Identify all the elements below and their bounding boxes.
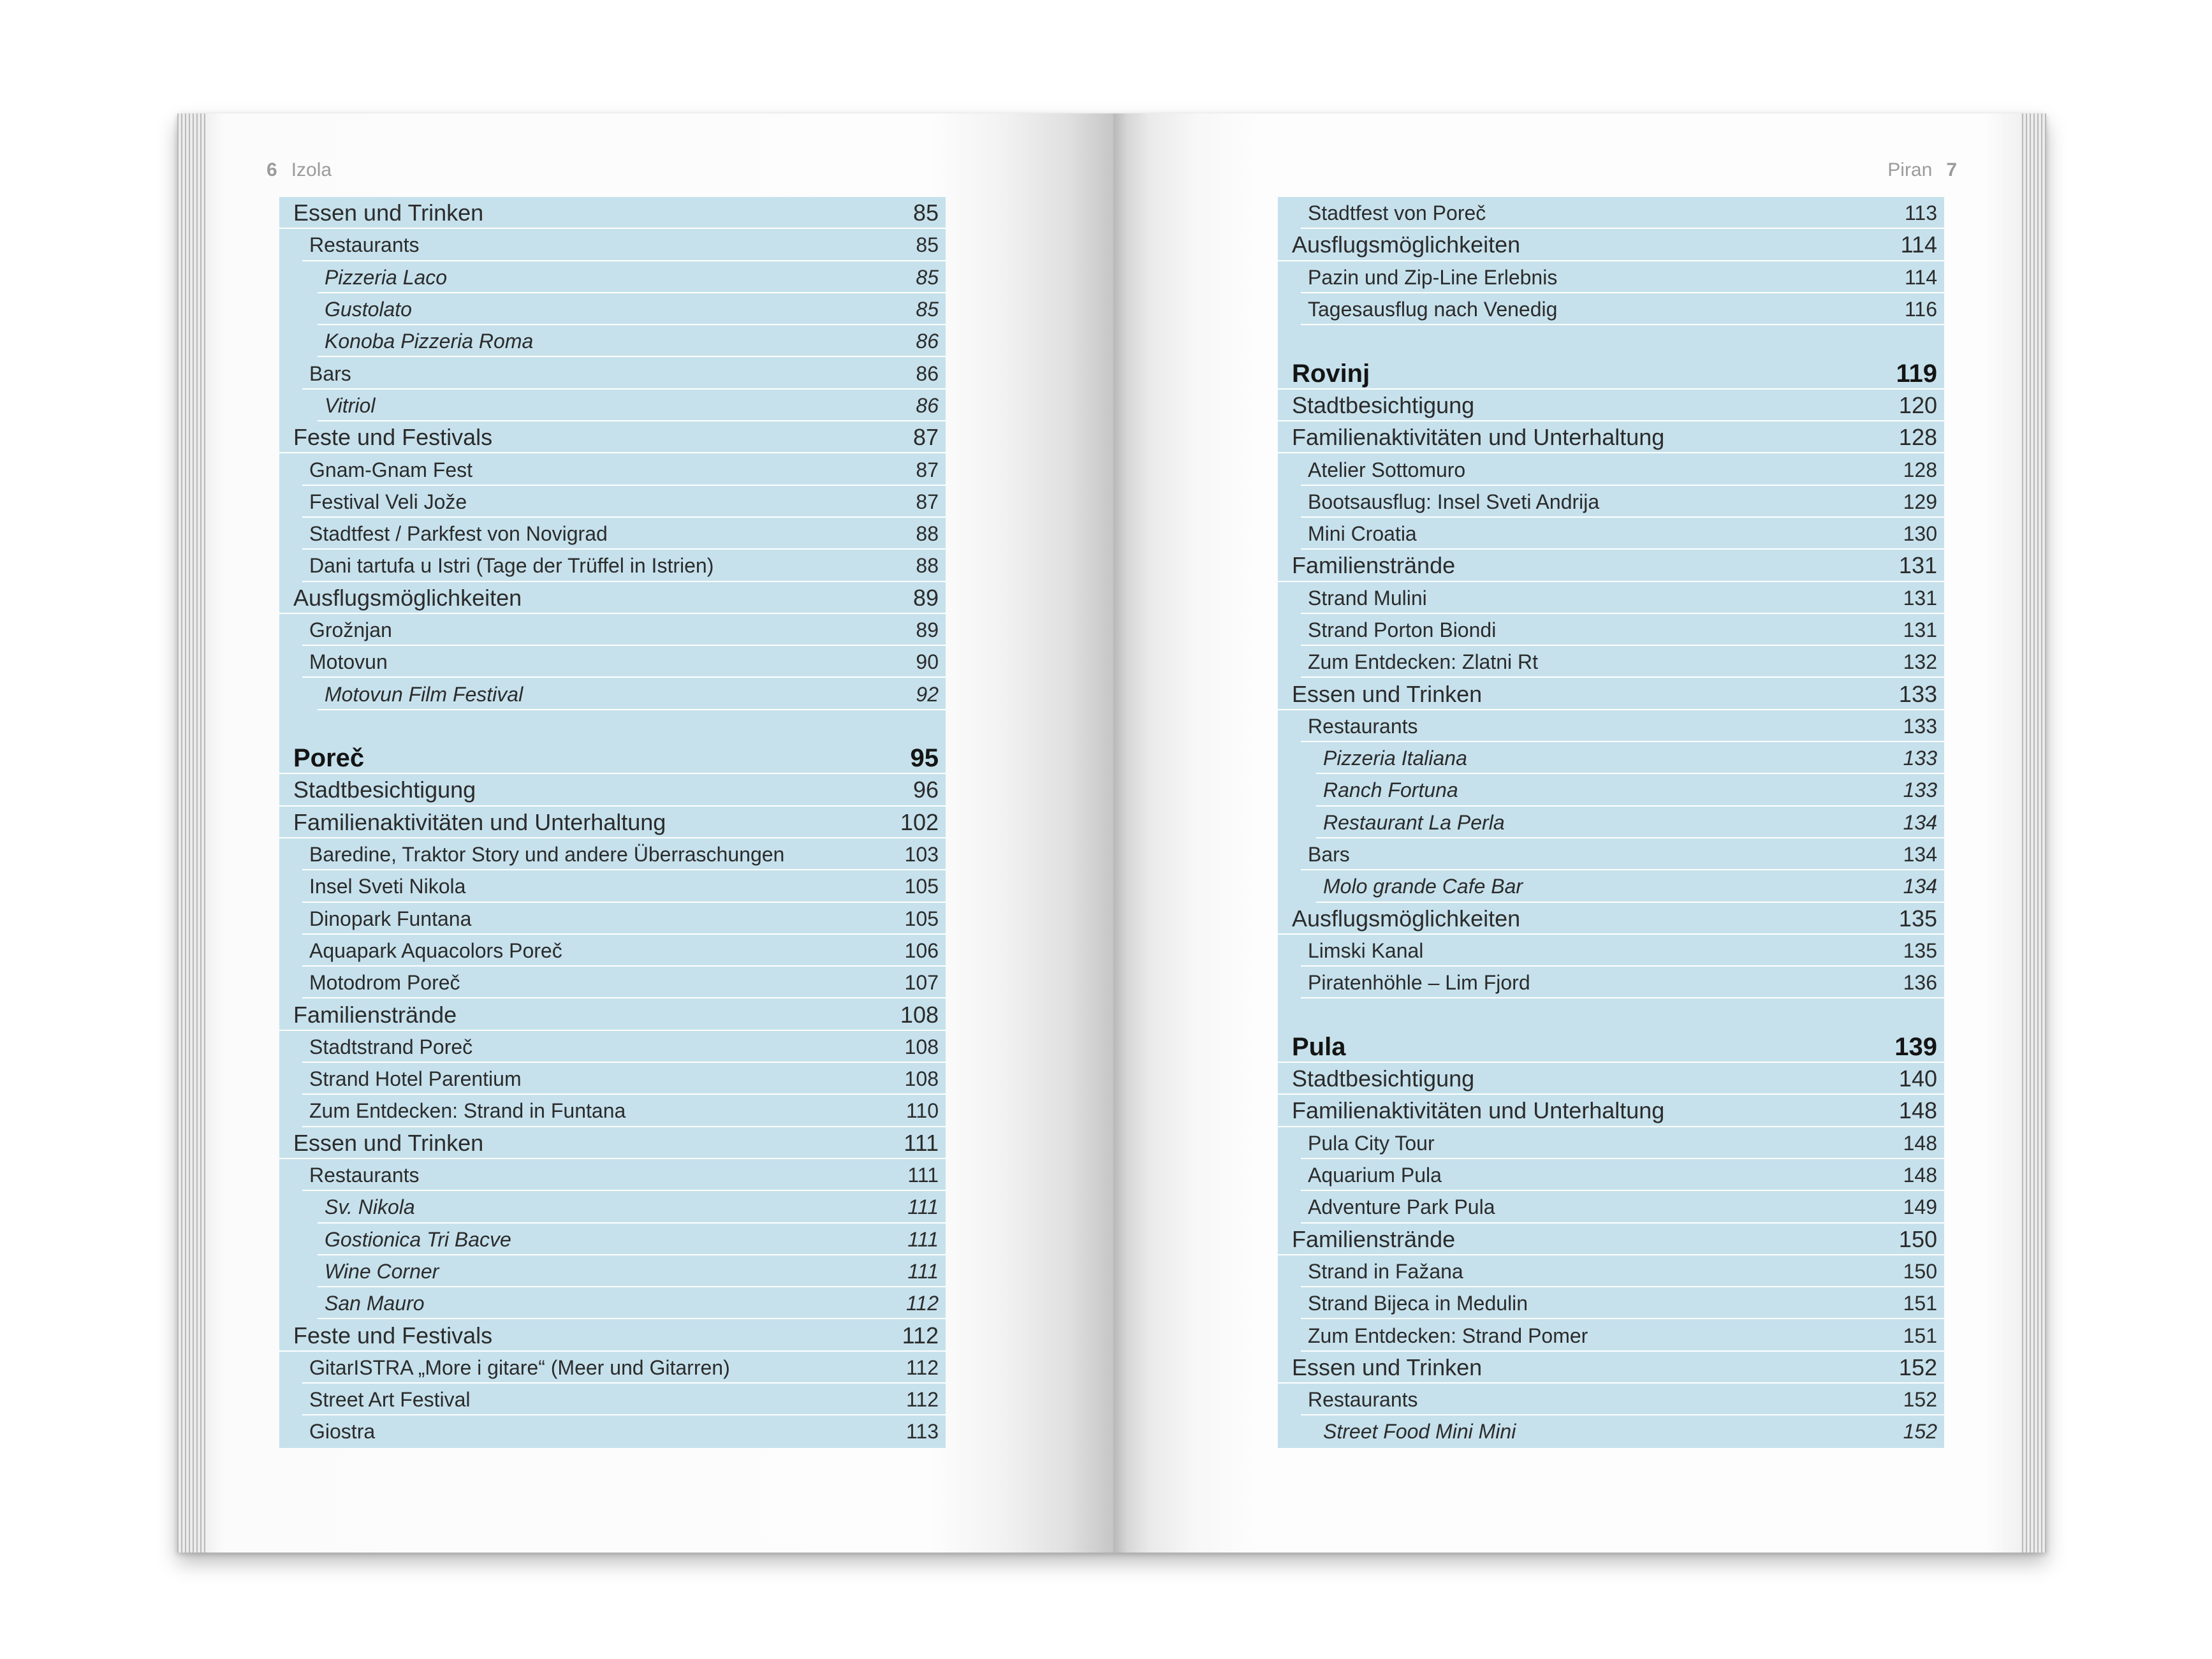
entry-title: Strand Mulini bbox=[1308, 586, 1427, 610]
entry-title: Ranch Fortuna bbox=[1323, 778, 1458, 802]
entry-title: Limski Kanal bbox=[1308, 939, 1424, 962]
toc-entry bbox=[1278, 774, 1944, 806]
toc-entry bbox=[279, 1224, 946, 1255]
toc-entry bbox=[1278, 518, 1944, 550]
entry-title: Zum Entdecken: Zlatni Rt bbox=[1308, 650, 1539, 674]
entry-page-number: 85 bbox=[916, 298, 939, 321]
entry-page-number: 108 bbox=[904, 1067, 939, 1091]
entry-page-number: 113 bbox=[905, 1420, 939, 1443]
toc-entry bbox=[1278, 870, 1944, 902]
entry-title: Restaurants bbox=[1308, 714, 1418, 738]
entry-title: Bootsausflug: Insel Sveti Andrija bbox=[1308, 490, 1600, 513]
toc-entry bbox=[1278, 935, 1944, 967]
entry-page-number: 135 bbox=[1898, 905, 1937, 932]
entry-page-number: 102 bbox=[900, 808, 939, 835]
toc-entry bbox=[279, 935, 946, 967]
entry-title: San Mauro bbox=[325, 1292, 425, 1315]
toc-entry bbox=[279, 486, 946, 518]
entry-title: Strand Porton Biondi bbox=[1308, 618, 1497, 641]
entry-page-number: 151 bbox=[1903, 1324, 1937, 1347]
entry-title: Sv. Nikola bbox=[325, 1195, 415, 1219]
toc-entry bbox=[1278, 1127, 1944, 1159]
entry-page-number: 111 bbox=[907, 1259, 939, 1283]
entry-page-number: 131 bbox=[1903, 586, 1937, 610]
entry-page-number: 112 bbox=[902, 1322, 939, 1348]
entry-page-number: 131 bbox=[1898, 552, 1937, 579]
toc-entry bbox=[1278, 1352, 1944, 1384]
toc-entry bbox=[1278, 614, 1944, 646]
toc-entry bbox=[279, 838, 946, 870]
open-book bbox=[177, 113, 2046, 1553]
entry-title: Restaurants bbox=[309, 233, 420, 257]
entry-title: Bars bbox=[1308, 843, 1350, 866]
toc-entry bbox=[1278, 1255, 1944, 1287]
toc-entry bbox=[1278, 421, 1944, 453]
entry-page-number: 149 bbox=[1903, 1195, 1937, 1219]
left-page bbox=[205, 113, 1113, 1553]
toc-entry bbox=[279, 807, 946, 838]
entry-title: Pazin und Zip-Line Erlebnis bbox=[1308, 265, 1558, 289]
entry-page-number: 120 bbox=[1898, 391, 1937, 418]
toc-entry bbox=[279, 261, 946, 293]
entry-title: Restaurants bbox=[1308, 1388, 1418, 1412]
entry-title: Feste und Festivals bbox=[293, 424, 493, 451]
entry-page-number: 130 bbox=[1903, 522, 1937, 546]
toc-chapter-heading bbox=[1278, 1031, 1944, 1063]
entry-page-number: 111 bbox=[904, 1129, 939, 1156]
toc-entry bbox=[279, 550, 946, 581]
toc-entry bbox=[1278, 646, 1944, 678]
entry-page-number: 86 bbox=[916, 393, 939, 417]
toc-entry bbox=[279, 1287, 946, 1319]
entry-title: Ausflugsmöglichkeiten bbox=[1292, 905, 1521, 932]
entry-title: Aquapark Aquacolors Poreč bbox=[309, 939, 562, 962]
entry-page-number: 151 bbox=[1903, 1292, 1937, 1315]
toc-chapter-heading bbox=[1278, 357, 1944, 389]
entry-page-number: 152 bbox=[1903, 1388, 1937, 1412]
entry-page-number: 103 bbox=[904, 843, 939, 866]
toc-entry bbox=[1278, 486, 1944, 518]
running-head-left bbox=[267, 159, 332, 181]
entry-title: Pula City Tour bbox=[1308, 1131, 1435, 1155]
toc-entry bbox=[1278, 1384, 1944, 1415]
entry-page-number: 148 bbox=[1903, 1131, 1937, 1155]
entry-title: Essen und Trinken bbox=[293, 1129, 484, 1156]
entry-title: Stadtbesichtigung bbox=[1292, 391, 1475, 418]
entry-title: Vitriol bbox=[325, 393, 376, 417]
entry-title: Zum Entdecken: Strand in Funtana bbox=[309, 1099, 626, 1123]
table-of-contents-left bbox=[279, 197, 946, 1448]
toc-entry bbox=[1278, 453, 1944, 485]
entry-title: Festival Veli Jože bbox=[309, 490, 467, 513]
entry-page-number: 92 bbox=[916, 682, 939, 706]
entry-title: Dani tartufa u Istri (Tage der Trüffel in Istrien) bbox=[309, 554, 714, 578]
toc-entry bbox=[279, 421, 946, 453]
toc-entry bbox=[1278, 293, 1944, 325]
toc-entry bbox=[1278, 261, 1944, 293]
entry-page-number: 114 bbox=[1904, 265, 1937, 289]
toc-entry bbox=[279, 1159, 946, 1191]
toc-entry bbox=[279, 293, 946, 325]
toc-entry bbox=[1278, 678, 1944, 710]
entry-title: Essen und Trinken bbox=[293, 200, 484, 226]
entry-title: Adventure Park Pula bbox=[1308, 1195, 1495, 1219]
entry-page-number: 148 bbox=[1903, 1164, 1937, 1187]
entry-page-number: 105 bbox=[904, 907, 939, 930]
toc-entry bbox=[279, 390, 946, 421]
entry-page-number: 85 bbox=[912, 200, 939, 226]
entry-title: Gostionica Tri Bacve bbox=[325, 1227, 511, 1251]
entry-page-number: 111 bbox=[907, 1164, 939, 1187]
entry-title: Essen und Trinken bbox=[1292, 1354, 1483, 1380]
entry-title: Molo grande Cafe Bar bbox=[1323, 875, 1523, 898]
entry-page-number: 89 bbox=[912, 584, 939, 611]
toc-entry bbox=[279, 1415, 946, 1447]
entry-page-number: 87 bbox=[916, 490, 939, 513]
entry-page-number: 114 bbox=[1900, 231, 1937, 258]
toc-entry bbox=[279, 1255, 946, 1287]
toc-entry bbox=[279, 325, 946, 357]
toc-entry bbox=[279, 998, 946, 1030]
entry-title: Familienaktivitäten und Unterhaltung bbox=[293, 808, 666, 835]
entry-title: Ausflugsmöglichkeiten bbox=[293, 584, 522, 611]
entry-title: Familienstrände bbox=[1292, 1225, 1456, 1252]
entry-page-number: 88 bbox=[916, 522, 939, 546]
page-number: 7 bbox=[1946, 159, 1957, 180]
entry-title: Grožnjan bbox=[309, 618, 392, 641]
entry-title: Gnam-Gnam Fest bbox=[309, 458, 473, 481]
entry-page-number: 86 bbox=[916, 330, 939, 353]
toc-entry bbox=[279, 197, 946, 229]
toc-entry bbox=[1278, 742, 1944, 774]
entry-page-number: 133 bbox=[1903, 747, 1937, 770]
toc-entry bbox=[1278, 197, 1944, 229]
toc-entry bbox=[1278, 1224, 1944, 1255]
entry-page-number: 116 bbox=[1904, 298, 1937, 321]
entry-title: Street Art Festival bbox=[309, 1388, 471, 1412]
entry-title: Pula bbox=[1292, 1032, 1346, 1061]
toc-entry bbox=[279, 1384, 946, 1415]
entry-title: Stadtstrand Poreč bbox=[309, 1035, 473, 1058]
entry-title: Insel Sveti Nikola bbox=[309, 875, 466, 898]
entry-title: Stadtbesichtigung bbox=[1292, 1065, 1475, 1092]
entry-page-number: 105 bbox=[904, 875, 939, 898]
entry-title: Dinopark Funtana bbox=[309, 907, 472, 930]
entry-title: Giostra bbox=[309, 1420, 376, 1443]
entry-title: Strand Bijeca in Medulin bbox=[1308, 1292, 1528, 1315]
entry-page-number: 95 bbox=[910, 744, 939, 773]
entry-title: Restaurants bbox=[309, 1164, 420, 1187]
toc-entry bbox=[279, 1095, 946, 1127]
entry-page-number: 129 bbox=[1903, 490, 1937, 513]
entry-page-number: 134 bbox=[1903, 843, 1937, 866]
toc-entry bbox=[279, 357, 946, 389]
entry-title: Zum Entdecken: Strand Pomer bbox=[1308, 1324, 1588, 1347]
page-stack-edge-right bbox=[2021, 113, 2046, 1553]
entry-page-number: 90 bbox=[916, 650, 939, 674]
toc-entry bbox=[1278, 229, 1944, 261]
entry-title: Familienaktivitäten und Unterhaltung bbox=[1292, 424, 1665, 451]
entry-page-number: 152 bbox=[1898, 1354, 1937, 1380]
toc-entry bbox=[1278, 838, 1944, 870]
entry-title: Pizzeria Laco bbox=[325, 265, 448, 289]
toc-entry bbox=[279, 870, 946, 902]
toc-entry bbox=[279, 1319, 946, 1351]
entry-page-number: 108 bbox=[904, 1035, 939, 1058]
entry-page-number: 111 bbox=[907, 1195, 939, 1219]
entry-page-number: 134 bbox=[1903, 875, 1937, 898]
entry-title: Rovinj bbox=[1292, 359, 1370, 388]
entry-title: Familienstrände bbox=[293, 1001, 457, 1028]
entry-page-number: 128 bbox=[1903, 458, 1937, 481]
toc-entry bbox=[1278, 903, 1944, 935]
entry-page-number: 131 bbox=[1903, 618, 1937, 641]
entry-page-number: 150 bbox=[1903, 1259, 1937, 1283]
toc-entry bbox=[279, 678, 946, 710]
toc-entry bbox=[1278, 807, 1944, 838]
toc-entry bbox=[279, 1063, 946, 1095]
entry-page-number: 119 bbox=[1896, 359, 1937, 388]
entry-title: Strand Hotel Parentium bbox=[309, 1067, 522, 1091]
running-head-right bbox=[1887, 159, 1957, 181]
toc-entry bbox=[279, 903, 946, 935]
toc-entry bbox=[1278, 1063, 1944, 1095]
entry-title: Ausflugsmöglichkeiten bbox=[1292, 231, 1521, 258]
toc-entry bbox=[279, 518, 946, 550]
entry-page-number: 85 bbox=[916, 265, 939, 289]
toc-entry bbox=[279, 229, 946, 261]
table-of-contents-right bbox=[1278, 197, 1944, 1448]
entry-page-number: 135 bbox=[1903, 939, 1937, 962]
toc-entry bbox=[279, 614, 946, 646]
entry-title: Mini Croatia bbox=[1308, 522, 1417, 546]
toc-entry bbox=[279, 967, 946, 998]
toc-entry bbox=[1278, 1095, 1944, 1127]
entry-page-number: 112 bbox=[905, 1388, 939, 1412]
entry-page-number: 150 bbox=[1898, 1225, 1937, 1252]
page-number: 6 bbox=[267, 159, 277, 180]
entry-title: Street Food Mini Mini bbox=[1323, 1420, 1516, 1443]
entry-title: Gustolato bbox=[325, 298, 412, 321]
entry-title: Poreč bbox=[293, 744, 365, 773]
entry-title: Motovun Film Festival bbox=[325, 682, 524, 706]
entry-title: Pizzeria Italiana bbox=[1323, 747, 1467, 770]
entry-page-number: 88 bbox=[916, 554, 939, 578]
entry-page-number: 133 bbox=[1903, 778, 1937, 802]
entry-page-number: 139 bbox=[1894, 1032, 1937, 1061]
entry-page-number: 85 bbox=[916, 233, 939, 257]
entry-page-number: 106 bbox=[904, 939, 939, 962]
entry-title: Restaurant La Perla bbox=[1323, 810, 1505, 834]
entry-page-number: 96 bbox=[912, 777, 939, 803]
toc-entry bbox=[279, 453, 946, 485]
entry-page-number: 110 bbox=[905, 1099, 939, 1123]
toc-entry bbox=[1278, 582, 1944, 614]
entry-page-number: 133 bbox=[1898, 680, 1937, 707]
toc-entry bbox=[279, 646, 946, 678]
entry-page-number: 112 bbox=[905, 1292, 939, 1315]
entry-title: Motodrom Poreč bbox=[309, 971, 460, 995]
toc-entry bbox=[1278, 1319, 1944, 1351]
entry-title: Strand in Fažana bbox=[1308, 1259, 1463, 1283]
entry-title: Atelier Sottomuro bbox=[1308, 458, 1466, 481]
toc-entry bbox=[279, 1031, 946, 1063]
entry-title: Familienstrände bbox=[1292, 552, 1456, 579]
entry-page-number: 136 bbox=[1903, 971, 1937, 995]
toc-entry bbox=[1278, 390, 1944, 421]
toc-entry bbox=[1278, 710, 1944, 742]
entry-page-number: 133 bbox=[1903, 714, 1937, 738]
entry-page-number: 128 bbox=[1898, 424, 1937, 451]
entry-title: Piratenhöhle – Lim Fjord bbox=[1308, 971, 1530, 995]
toc-entry bbox=[279, 582, 946, 614]
entry-page-number: 107 bbox=[904, 971, 939, 995]
toc-entry bbox=[279, 774, 946, 806]
entry-page-number: 89 bbox=[916, 618, 939, 641]
entry-title: GitarISTRA „More i gitare“ (Meer und Gitarren) bbox=[309, 1356, 730, 1379]
entry-page-number: 148 bbox=[1898, 1097, 1937, 1124]
entry-page-number: 113 bbox=[1904, 201, 1937, 225]
running-head-title: Izola bbox=[291, 159, 332, 180]
entry-title: Motovun bbox=[309, 650, 388, 674]
entry-title: Stadtbesichtigung bbox=[293, 777, 476, 803]
toc-entry bbox=[1278, 550, 1944, 581]
entry-title: Stadtfest / Parkfest von Novigrad bbox=[309, 522, 608, 546]
entry-title: Konoba Pizzeria Roma bbox=[325, 330, 534, 353]
entry-page-number: 134 bbox=[1903, 810, 1937, 834]
right-page bbox=[1113, 113, 2021, 1553]
entry-title: Essen und Trinken bbox=[1292, 680, 1483, 707]
entry-title: Aquarium Pula bbox=[1308, 1164, 1442, 1187]
toc-entry bbox=[1278, 1159, 1944, 1191]
toc-entry bbox=[279, 1191, 946, 1223]
entry-title: Stadtfest von Poreč bbox=[1308, 201, 1486, 225]
entry-page-number: 112 bbox=[905, 1356, 939, 1379]
toc-entry bbox=[279, 1127, 946, 1159]
toc-entry bbox=[1278, 1415, 1944, 1447]
entry-title: Familienaktivitäten und Unterhaltung bbox=[1292, 1097, 1665, 1124]
entry-page-number: 86 bbox=[916, 362, 939, 385]
entry-page-number: 152 bbox=[1903, 1420, 1937, 1443]
entry-page-number: 108 bbox=[900, 1001, 939, 1028]
toc-entry bbox=[1278, 1287, 1944, 1319]
toc-entry bbox=[1278, 967, 1944, 998]
toc-entry bbox=[1278, 1191, 1944, 1223]
page-stack-edge-left bbox=[177, 113, 205, 1553]
entry-page-number: 87 bbox=[916, 458, 939, 481]
entry-title: Bars bbox=[309, 362, 351, 385]
entry-page-number: 140 bbox=[1898, 1065, 1937, 1092]
entry-page-number: 132 bbox=[1903, 650, 1937, 674]
toc-entry bbox=[279, 1352, 946, 1384]
toc-chapter-heading bbox=[279, 742, 946, 774]
entry-title: Wine Corner bbox=[325, 1259, 439, 1283]
entry-title: Feste und Festivals bbox=[293, 1322, 493, 1348]
running-head-title: Piran bbox=[1887, 159, 1933, 180]
entry-title: Tagesausflug nach Venedig bbox=[1308, 298, 1558, 321]
entry-page-number: 111 bbox=[907, 1227, 939, 1251]
entry-page-number: 87 bbox=[912, 424, 939, 451]
entry-title: Baredine, Traktor Story und andere Überraschungen bbox=[309, 843, 785, 866]
